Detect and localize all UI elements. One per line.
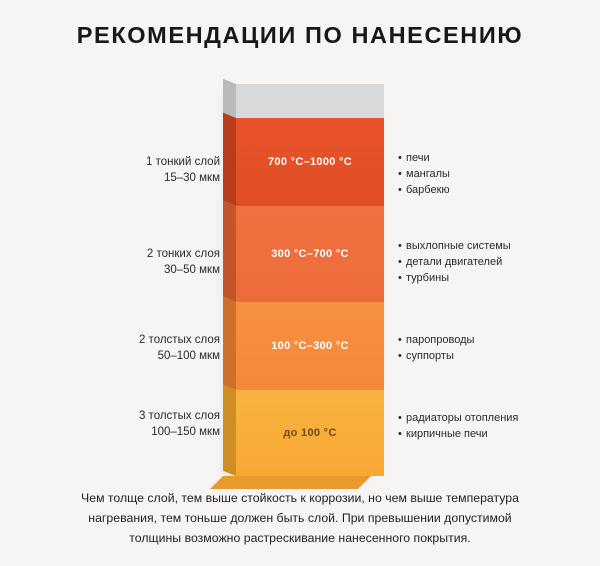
application-group-1 bbox=[398, 150, 568, 198]
coat-label-4 bbox=[60, 408, 220, 440]
layer-2-side-face bbox=[223, 201, 236, 302]
layer-3-side-face bbox=[223, 297, 236, 390]
footer-note bbox=[50, 488, 550, 548]
application-3-2: • суппорты bbox=[398, 348, 568, 364]
application-2-1: • выхлопные системы bbox=[398, 238, 568, 254]
footer-line-1: Чем толще слой, тем выше стойкость к коррозии, но чем выше температура bbox=[81, 491, 519, 505]
application-4-2: • кирпичные печи bbox=[398, 426, 568, 442]
coat-label-3 bbox=[60, 332, 220, 364]
coat-label-3-thickness: 50–100 мкм bbox=[157, 350, 220, 362]
layer-4-temperature: до 100 °C bbox=[283, 427, 337, 439]
application-group-3 bbox=[398, 332, 568, 364]
application-4-1: • радиаторы отопления bbox=[398, 410, 568, 426]
layer-3-temperature: 100 °C–300 °C bbox=[271, 340, 349, 352]
application-1-3: • барбекю bbox=[398, 182, 568, 198]
coat-label-2-coats: 2 тонких слоя bbox=[146, 248, 220, 260]
layer-2-temperature: 300 °C–700 °C bbox=[271, 248, 349, 260]
layer-1[interactable] bbox=[236, 118, 384, 206]
coat-label-4-thickness: 100–150 мкм bbox=[151, 426, 220, 438]
layer-1-side-face bbox=[223, 113, 236, 206]
coat-label-2 bbox=[60, 246, 220, 278]
coat-label-3-coats: 2 толстых слоя bbox=[138, 334, 220, 346]
application-2-3: • турбины bbox=[398, 270, 568, 286]
coat-label-2-thickness: 30–50 мкм bbox=[163, 264, 220, 276]
application-3-1: • паропроводы bbox=[398, 332, 568, 348]
layer-2[interactable] bbox=[236, 206, 384, 302]
application-group-4 bbox=[398, 410, 568, 442]
application-2-2: • детали двигателей bbox=[398, 254, 568, 270]
layer-stack bbox=[236, 84, 384, 484]
layer-1-temperature: 700 °C–1000 °C bbox=[268, 156, 352, 168]
coat-label-1-thickness: 15–30 мкм bbox=[163, 172, 220, 184]
application-1-2: • мангалы bbox=[398, 166, 568, 182]
coat-label-4-coats: 3 толстых слоя bbox=[138, 410, 220, 422]
footer-line-2: нагревания, тем тоньше должен быть слой. При превышении допустимой bbox=[88, 511, 512, 525]
footer-line-3: толщины возможно растрескивание нанесенного покрытия. bbox=[129, 531, 471, 545]
application-1-1: • печи bbox=[398, 150, 568, 166]
coat-label-1 bbox=[60, 154, 220, 186]
layer-3[interactable] bbox=[236, 302, 384, 390]
layer-4[interactable] bbox=[236, 390, 384, 476]
application-group-2 bbox=[398, 238, 568, 286]
coat-label-1-coats: 1 тонкий слой bbox=[146, 156, 220, 168]
layer-4-side-face bbox=[223, 385, 236, 476]
page-title: РЕКОМЕНДАЦИИ ПО НАНЕСЕНИЮ bbox=[76, 22, 524, 48]
